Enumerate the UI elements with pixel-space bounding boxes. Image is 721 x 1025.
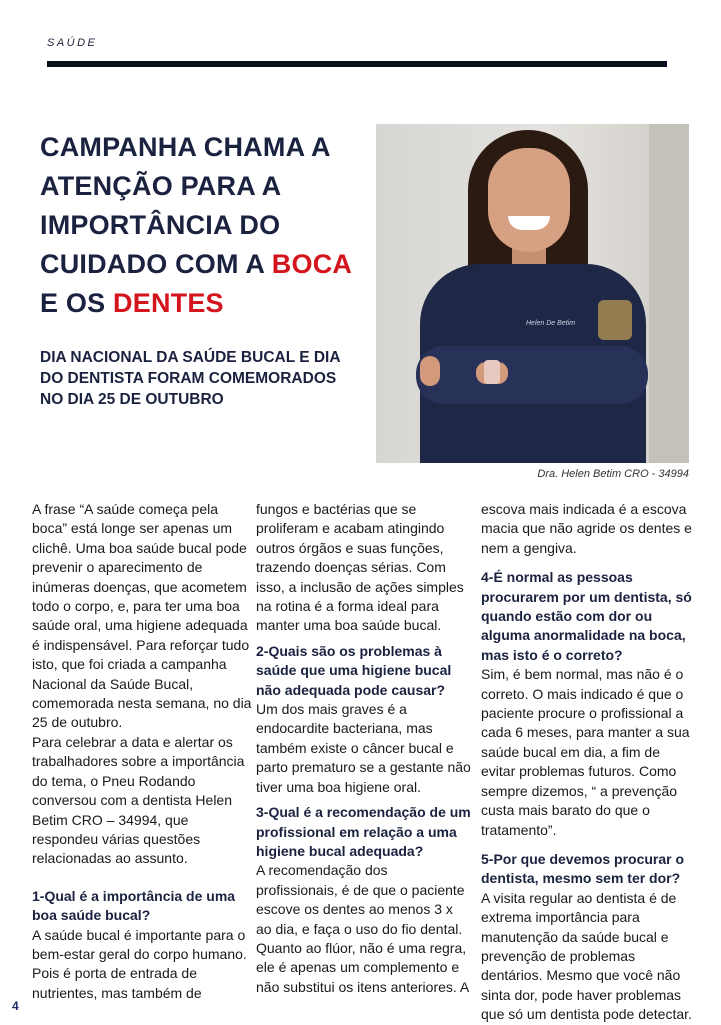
photo-crossed-arms (416, 346, 648, 404)
photo-embroidery: Helen De Betim (526, 320, 576, 327)
page-number: 4 (12, 999, 19, 1013)
question-heading: 3-Qual é a recomendação de um profissional em relação a uma higiene bucal adequada? (256, 804, 471, 859)
question-heading: 4-É normal as pessoas procurarem por um dentista, só quando estão com dor ou alguma anormalidade na boca, mas isto é o correto? (481, 569, 692, 663)
photo-watch (484, 360, 500, 384)
photo-background-door (649, 124, 689, 463)
headline-red-word-2: DENTES (113, 288, 224, 318)
question-heading: 1-Qual é a importância de uma boa saúde bucal? (32, 887, 236, 924)
question-heading: 5-Por que devemos procurar o dentista, mesmo sem ter dor? (481, 850, 685, 887)
photo-hand-left (420, 356, 440, 386)
headline-connector: E OS (40, 288, 106, 318)
paragraph: Para celebrar a data e alertar os trabalhadores sobre a importância do tema, o Pneu Rodando conversou com a dentista Helen Betim CRO – 34994, que respondeu várias questões relacionadas ao assunto. (32, 733, 245, 867)
answer-paragraph: A visita regular ao dentista é de extrema importância para manutenção da saúde bucal e prevenção de problemas dentários. Mesmo que você não sinta dor, pode haver problemas que só um dentista pode detectar. (481, 889, 692, 1023)
dentist-photo (376, 124, 689, 463)
photo-sleeve-emblem (598, 300, 632, 340)
photo-face (488, 148, 570, 252)
article-column-2 (256, 500, 471, 997)
answer-paragraph: Um dos mais graves é a endocardite bacteriana, mas também existe o câncer bucal e parto prematuro se a gestante não tiver uma boa higiene oral. (256, 701, 471, 795)
headline-red-word-1: BOCA (271, 249, 352, 279)
article-column-1 (32, 500, 252, 1003)
article-column-3 (481, 500, 693, 1025)
paragraph: A frase “A saúde começa pela boca” está longe ser apenas um clichê. Uma boa saúde bucal pode prevenir o aparecimento de inúmeras doenças, que acometem todo o corpo, e, para ter uma boa saúde oral, uma higiene adequada é indispensável. Para reforçar tudo isto, que foi criada a campanha Nacional da Saúde Bucal, comemorada nesta semana, no dia 25 de outubro. (32, 501, 252, 731)
answer-paragraph: A saúde bucal é importante para o bem-estar geral do corpo humano. Pois é porta de entrada de nutrientes, mas também de (32, 926, 247, 1001)
header-rule (47, 61, 667, 67)
answer-paragraph: A recomendação dos profissionais, é de que o paciente escove os dentes ao menos 3 x ao dia, e faça o uso do fio dental. Quanto ao flúor, não é uma regra, ele é apenas um complemento e não substitui os itens anteriores. A (256, 862, 470, 995)
photo-caption: Dra. Helen Betim CRO - 34994 (537, 468, 689, 480)
subheadline: DIA NACIONAL DA SAÚDE BUCAL E DIA DO DENTISTA FORAM COMEMORADOS NO DIA 25 DE OUTUBRO (40, 349, 340, 408)
section-label: SAÚDE (47, 37, 98, 49)
paragraph: fungos e bactérias que se proliferam e acabam atingindo outros órgãos e suas funções, trazendo doenças sérias. Com isso, a inclusão de ações simples na rotina é a forma ideal para manter uma boa saúde bucal. (256, 501, 464, 634)
answer-paragraph: Sim, é bem normal, mas não é o correto. O mais indicado é que o paciente procure o profissional a cada 6 meses, para manter a sua saúde bucal em dia, a fim de evitar problemas futuros. Como sempre dizemos, “ a prevenção custa mais barato do que o tratamento”. (481, 666, 690, 838)
headline (40, 128, 360, 323)
question-heading: 2-Quais são os problemas à saúde que uma higiene bucal não adequada pode causar? (256, 642, 452, 698)
headline-text: CAMPANHA CHAMA A ATENÇÃO PARA A IMPORTÂNCIA DO CUIDADO COM A (40, 132, 330, 279)
paragraph: escova mais indicada é a escova macia que não agride os dentes e nem a gengiva. (481, 501, 692, 556)
